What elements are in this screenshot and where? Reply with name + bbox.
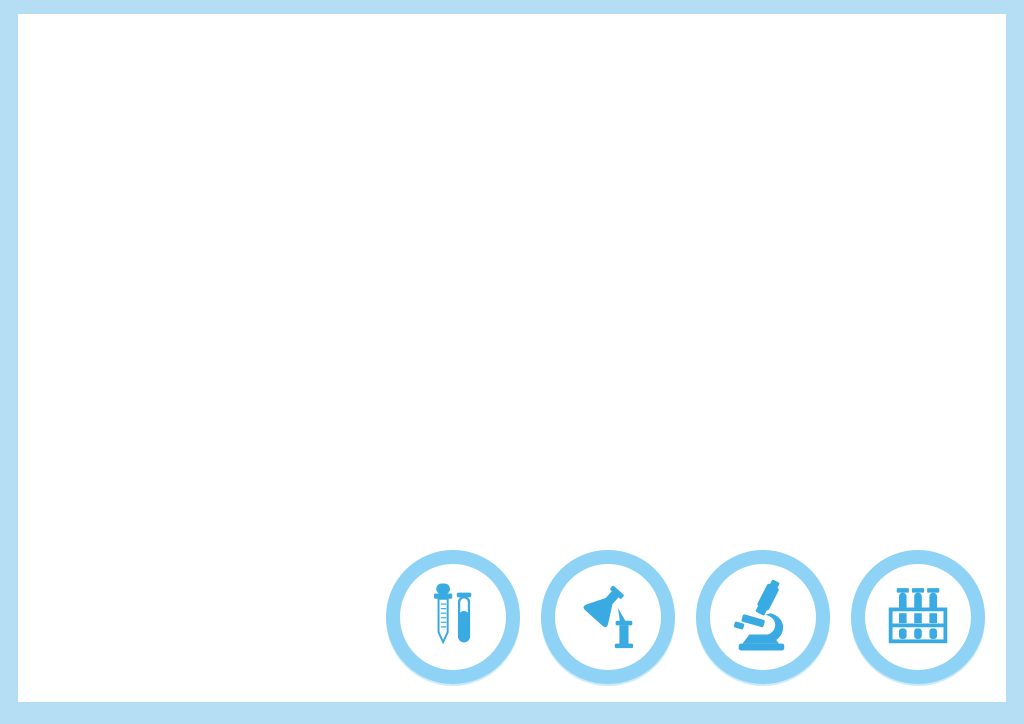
icon-circle (851, 550, 985, 684)
qr-code (40, 40, 106, 106)
title-block (330, 56, 992, 69)
icon-circle (541, 550, 675, 684)
icon-circle (386, 550, 520, 684)
microscope-icon (725, 579, 801, 655)
icons-row (386, 550, 985, 684)
content-card (18, 14, 1006, 702)
icon-circle (696, 550, 830, 684)
flask-pouring-icon (570, 579, 646, 655)
pipette-test-tube-icon (415, 579, 491, 655)
brand-block (40, 40, 118, 106)
test-tube-rack-icon (880, 579, 956, 655)
